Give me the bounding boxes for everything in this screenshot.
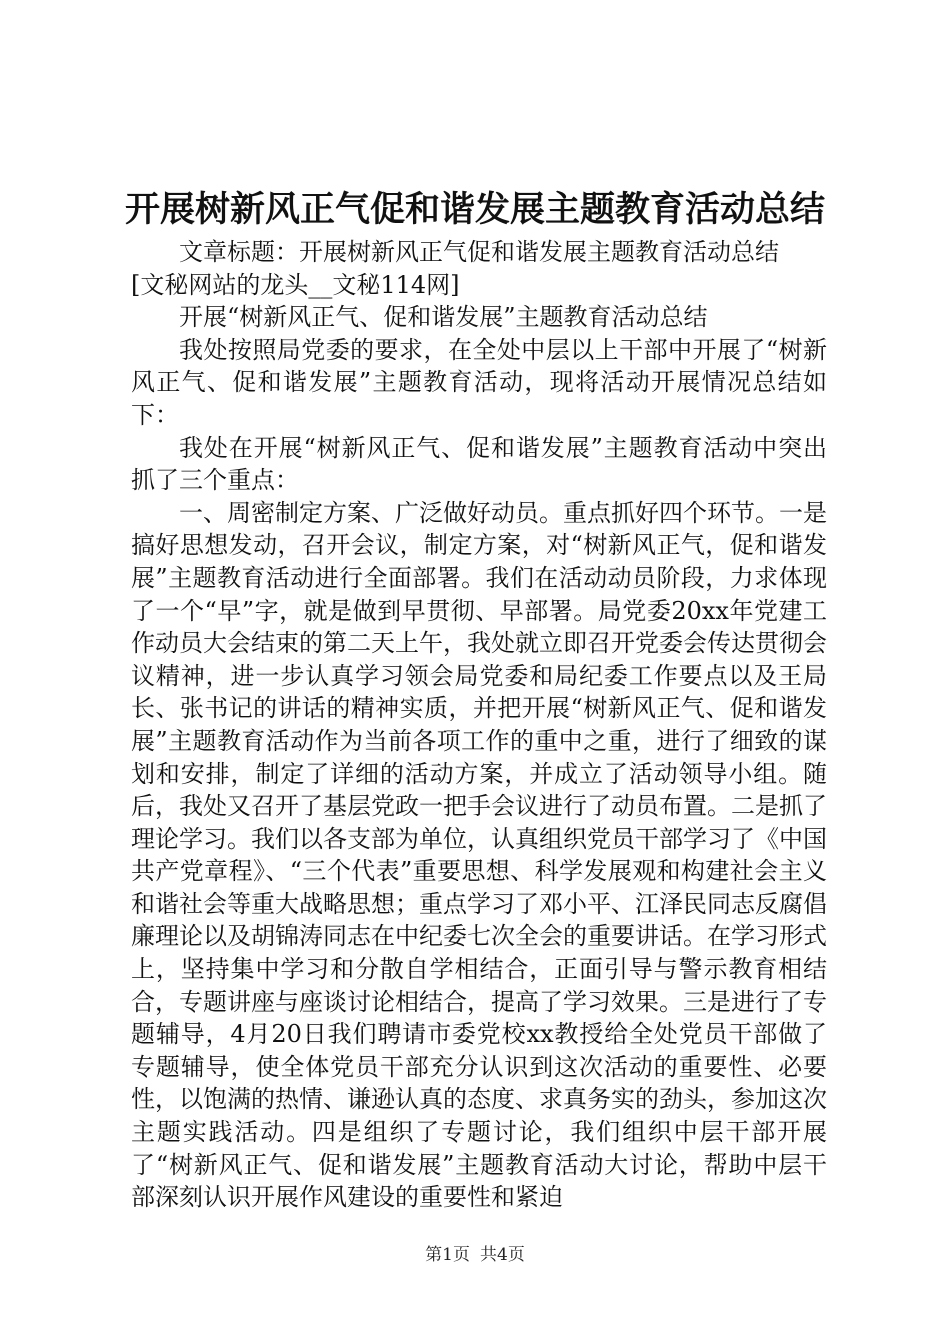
- document-subtitle: 开展“树新风正气、促和谐发展”主题教育活动总结: [179, 303, 708, 332]
- paragraph: 我处在开展“树新风正气、促和谐发展”主题教育活动中突出抓了三个重点：: [131, 433, 827, 495]
- document-title: 开展树新风正气促和谐发展主题教育活动总结: [124, 190, 825, 230]
- paragraph: 我处按照局党委的要求，在全处中层以上干部中开展了“树新风正气、促和谐发展”主题教育活动，现将活动开展情况总结如下：: [131, 335, 827, 429]
- document-body: [131, 236, 827, 1214]
- article-title-line: 文章标题：开展树新风正气促和谐发展主题教育活动总结: [179, 238, 779, 266]
- source-line: [文秘网站的龙头__文秘114网]: [131, 270, 460, 299]
- paragraph: 一、周密制定方案、广泛做好动员。重点抓好四个环节。一是搞好思想发动，召开会议，制定方案，对“树新风正气，促和谐发展”主题教育活动进行全面部署。我们在活动动员阶段，力求体现了一个“早”字，就是做到早贯彻、早部署。局党委20xx年党建工作动员大会结束的第二天上午，我处就立即召开党委会传达贯彻会议精神，进一步认真学习领会局党委和局纪委工作要点以及王局长、张书记的讲话的精神实质，并把开展“树新风正气、促和谐发展”主题教育活动作为当前各项工作的重中之重，进行了细致的谋划和安排，制定了详细的活动方案，并成立了活动领导小组。随后，我处又召开了基层党政一把手会议进行了动员布置。二是抓了理论学习。我们以各支部为单位，认真组织党员干部学习了《中国共产党章程》、“三个代表”重要思想、科学发展观和构建社会主义和谐社会等重大战略思想；重点学习了邓小平、江泽民同志反腐倡廉理论以及胡锦涛同志在中纪委七次全会的重要讲话。在学习形式上，坚持集中学习和分散自学相结合，正面引导与警示教育相结合，专题讲座与座谈讨论相结合，提高了学习效果。三是进行了专题辅导，4月20日我们聘请市委党校xx教授给全处党员干部做了专题辅导，使全体党员干部充分认识到这次活动的重要性、必要性，以饱满的热情、谦逊认真的态度、求真务实的劲头，参加这次主题实践活动。四是组织了专题讨论，我们组织中层干部开展了“树新风正气、促和谐发展”主题教育活动大讨论，帮助中层干部深刻认识开展作风建设的重要性和紧迫: [131, 498, 827, 1212]
- page-number: 第1页: [425, 1245, 470, 1265]
- page-footer: [0, 1244, 950, 1266]
- page-total: 共4页: [480, 1245, 525, 1265]
